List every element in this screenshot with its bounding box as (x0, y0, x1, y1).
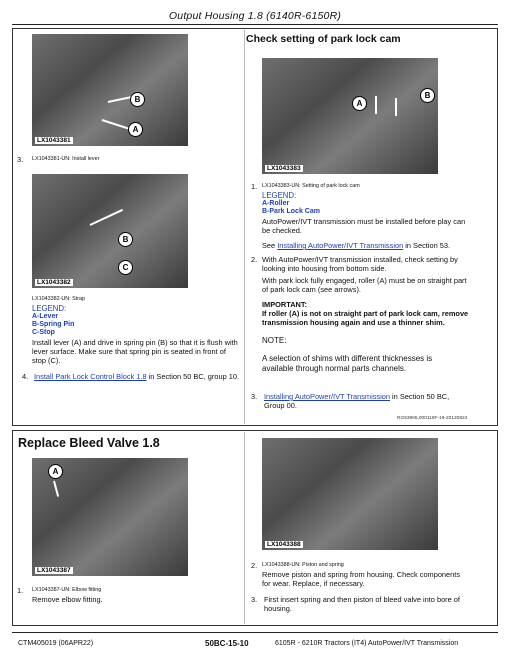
important-title: IMPORTANT: (262, 300, 308, 309)
figure-caption: LX1043382-UN: Strap (32, 296, 86, 302)
legend-item: A-Lever (32, 313, 59, 320)
legend-item: A-Roller (262, 200, 290, 207)
instruction-line: looking into housing from bottom side. (262, 264, 387, 273)
instruction-line: stop (C). (32, 356, 61, 365)
legend-title: LEGEND: (262, 191, 297, 200)
photo-id: LX1043388 (267, 541, 301, 548)
instruction-line: Install lever (A) and drive in spring pin (B) so that it is flush with (32, 338, 238, 347)
photo-id: LX1043383 (267, 165, 301, 172)
photo-elbow-fitting (32, 458, 188, 576)
step-number: 4. (22, 372, 29, 381)
photo-strap (32, 174, 188, 288)
note-title: NOTE: (262, 336, 287, 345)
footer-product: 6105R - 6210R Tractors (IT4) AutoPower/IVT Transmission (275, 640, 459, 647)
photo-id: LX1043387 (37, 567, 71, 574)
install-park-lock-link[interactable]: Install Park Lock Control Block 1.8 (34, 372, 147, 381)
step-number: 1. (17, 586, 24, 595)
step-3-text: Installing AutoPower/IVT Transmission in Section 50 BC, (264, 392, 450, 401)
installing-transmission-link[interactable]: Installing AutoPower/IVT Transmission (264, 392, 390, 401)
reference-code: RG53965,000118F-19-20120824 (397, 416, 468, 421)
footer-doc-id: CTM405019 (06APR22) (18, 640, 94, 647)
figure-caption: LX1043381-UN: Install lever (32, 156, 100, 162)
callout-b: B (118, 232, 133, 247)
instruction-line: With park lock fully engaged, roller (A) must be on straight part (262, 276, 467, 285)
photo-park-lock-cam (262, 58, 438, 174)
see-reference: See Installing AutoPower/IVT Transmission in Section 53. (262, 241, 451, 250)
instruction-line: be checked. (262, 226, 302, 235)
legend-title: LEGEND: (32, 304, 67, 313)
step-4-text: Install Park Lock Control Block 1.8 in Section 50 BC, group 10. (34, 372, 240, 381)
instruction-line: of park lock cam (see arrows). (262, 285, 361, 294)
step-number: 3. (17, 155, 24, 164)
callout-a: A (48, 464, 63, 479)
note-line: A selection of shims with different thicknesses is (262, 354, 433, 363)
step-number: 2. (251, 561, 258, 570)
photo-install-lever (32, 34, 188, 146)
instruction-line: lever surface. Make sure that spring pin is seated in front of (32, 347, 226, 356)
figure-caption: LX1043388-UN: Piston and spring (262, 562, 344, 568)
column-divider (244, 30, 245, 424)
photo-piston-spring (262, 438, 438, 550)
callout-c: C (118, 260, 133, 275)
instruction-line: First insert spring and then piston of bleed valve into bore of (264, 595, 460, 604)
callout-b: B (420, 88, 435, 103)
column-divider (244, 432, 245, 624)
important-line: If roller (A) is not on straight part of park lock cam, remove (262, 309, 469, 318)
legend-item: B-Spring Pin (32, 321, 75, 328)
section-heading: Replace Bleed Valve 1.8 (18, 436, 160, 450)
section-heading: Check setting of park lock cam (246, 33, 401, 45)
step-number: 3. (251, 392, 258, 401)
photo-id: LX1043382 (37, 279, 71, 286)
callout-b: B (130, 92, 145, 107)
callout-a: A (352, 96, 367, 111)
figure-caption: LX1043383-UN: Setting of park lock cam (262, 183, 360, 189)
note-line: available through normal parts channels. (262, 364, 407, 373)
header-rule (12, 24, 498, 25)
figure-caption: LX1043387-UN: Elbow fitting (32, 587, 102, 593)
instruction-line: Remove elbow fitting. (32, 595, 103, 604)
instruction-line: housing. (264, 604, 292, 613)
step-number: 2. (251, 255, 258, 264)
installing-transmission-link[interactable]: Installing AutoPower/IVT Transmission (277, 241, 404, 250)
instruction-line: for wear. Replace, if necessary. (262, 579, 365, 588)
footer-page-number: 50BC-15-10 (205, 639, 249, 648)
page-header: Output Housing 1.8 (6140R-6150R) (168, 10, 342, 22)
callout-a: A (128, 122, 143, 137)
instruction-line: AutoPower/IVT transmission must be installed before play can (262, 217, 466, 226)
instruction-line: Group 00. (264, 401, 297, 410)
step-number: 3. (251, 595, 258, 604)
step-number: 1. (251, 182, 258, 191)
instruction-line: With AutoPower/IVT transmission installed, check setting by (262, 255, 458, 264)
important-line: transmission housing again and use a thinner shim. (262, 318, 445, 327)
legend-item: B-Park Lock Cam (262, 208, 320, 215)
legend-item: C-Stop (32, 329, 55, 336)
instruction-line: Remove piston and spring from housing. Check components (262, 570, 461, 579)
photo-id: LX1043381 (37, 137, 71, 144)
footer-rule (12, 632, 498, 633)
